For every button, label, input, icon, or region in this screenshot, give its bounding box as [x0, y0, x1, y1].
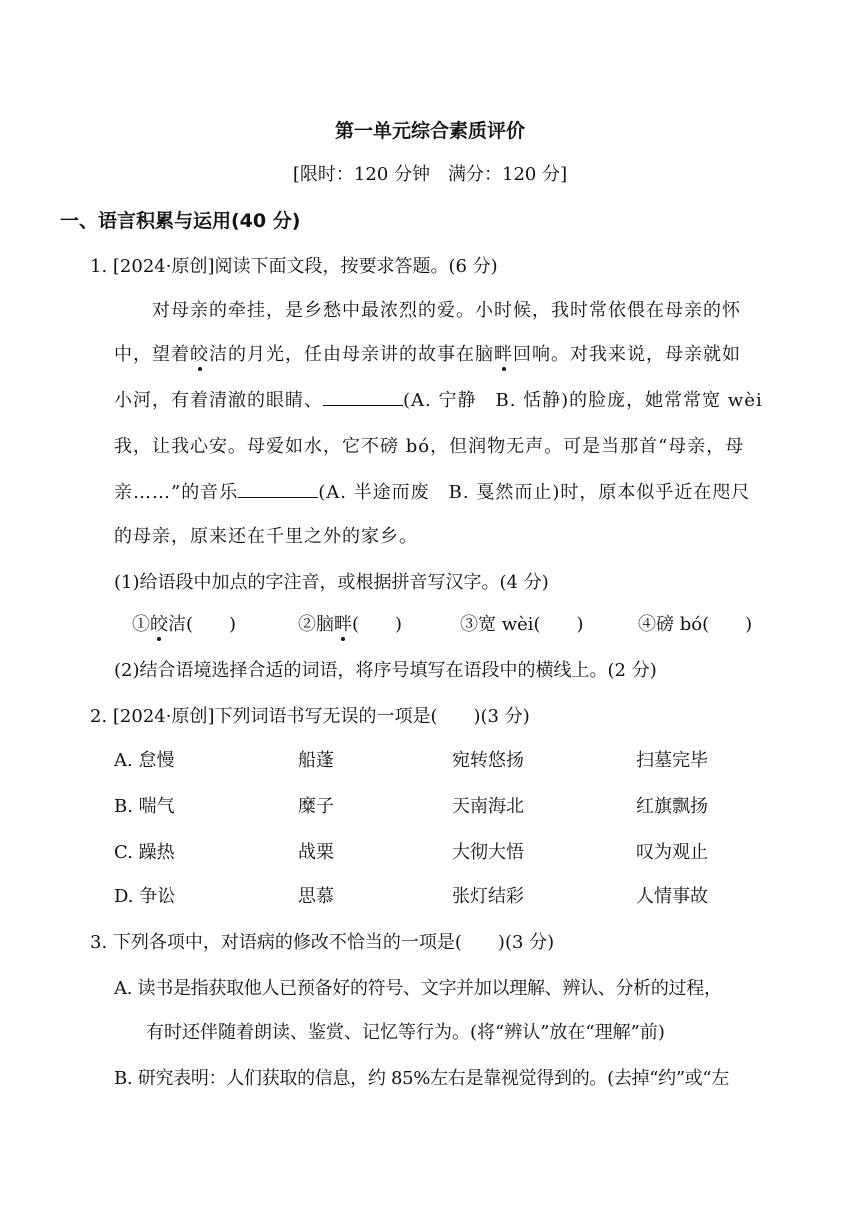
- passage-line-6: 的母亲，原来还在千里之外的家乡。: [114, 526, 418, 547]
- answer-blank-2[interactable]: [238, 479, 318, 498]
- option-d-word-3: 张灯结彩: [452, 886, 524, 907]
- option-d-word-4: 人情事故: [636, 886, 708, 907]
- option-b-word-1: B. 喘气: [114, 796, 175, 817]
- page-title: 第一单元综合素质评价: [334, 120, 525, 142]
- option-c-word-3: 大彻大悟: [452, 842, 524, 863]
- item-1: [132, 610, 236, 636]
- passage-text: 小河，有着清澈的眼睛、: [114, 390, 323, 411]
- dotted-char: 畔: [494, 344, 513, 365]
- option-d-word-1: D. 争讼: [114, 886, 176, 907]
- passage-line-1: 对母亲的牵挂，是乡愁中最浓烈的爱。小时候，我时常依偎在母亲的怀: [152, 300, 741, 321]
- dotted-char: 皎: [150, 614, 168, 635]
- dotted-char: 畔: [334, 614, 352, 635]
- option-a-word-2: 船蓬: [298, 750, 334, 771]
- item-3[interactable]: ③宽 wèi( ): [460, 614, 584, 635]
- question-1-part-2: (2)结合语境选择合适的词语，将序号填写在语段中的横线上。(2 分): [114, 660, 657, 681]
- item-4[interactable]: ④磅 bó( ): [638, 614, 753, 635]
- option-a-word-3: 宛转悠扬: [452, 750, 524, 771]
- passage-text: 亲……”的音乐: [114, 482, 239, 503]
- option-b-word-2: 糜子: [298, 796, 334, 817]
- option-a-line-2: 有时还伴随着朗读、鉴赏、记忆等行为。(将“辨认”放在“理解”前): [146, 1022, 665, 1043]
- answer-blank-1[interactable]: [323, 387, 403, 406]
- passage-text: 中，望着: [114, 344, 190, 365]
- answer-slot[interactable]: ( ): [352, 614, 403, 635]
- section-heading: 一、语言积累与运用(40 分): [60, 210, 301, 232]
- option-d-word-2: 思慕: [298, 886, 334, 907]
- passage-line-4: 我，让我心安。母爱如水，它不磅 bó，但润物无声。可是当那首“母亲，母: [114, 436, 745, 457]
- answer-slot[interactable]: 洁( ): [168, 614, 237, 635]
- item-number: ①: [132, 614, 150, 635]
- passage-text: 回响。对我来说，母亲就如: [513, 344, 741, 365]
- option-b-word-3: 天南海北: [452, 796, 524, 817]
- passage-line-2: [114, 340, 741, 366]
- option-a-line-1[interactable]: A. 读书是指获取他人已预备好的符号、文字并加以理解、辨认、分析的过程，: [114, 978, 722, 999]
- item-2: [298, 610, 402, 636]
- passage-text: (A. 宁静 B. 恬静)的脸庞，她常常宽 wèi: [403, 390, 763, 411]
- option-c-word-2: 战栗: [298, 842, 334, 863]
- option-a-word-4: 扫墓完毕: [636, 750, 708, 771]
- time-score-limit: [限时：120 分钟 满分：120 分]: [292, 164, 568, 185]
- question-1-part-1: (1)给语段中加点的字注音，或根据拼音写汉字。(4 分): [114, 572, 549, 593]
- item-text: ②脑: [298, 614, 334, 635]
- option-b-line-1[interactable]: B. 研究表明：人们获取的信息，约 85%左右是靠视觉得到的。(去掉“约”或“左: [114, 1068, 730, 1089]
- question-1-stem: 1. [2024·原创]阅读下面文段，按要求答题。(6 分): [90, 256, 498, 277]
- option-c-word-4: 叹为观止: [636, 842, 708, 863]
- question-3-stem: 3. 下列各项中，对语病的修改不恰当的一项是( )(3 分): [90, 932, 555, 953]
- passage-line-3: [114, 386, 763, 412]
- option-a-word-1: A. 怠慢: [114, 750, 175, 771]
- option-b-word-4: 红旗飘扬: [636, 796, 708, 817]
- passage-line-5: [114, 478, 750, 504]
- question-2-stem: 2. [2024·原创]下列词语书写无误的一项是( )(3 分): [90, 706, 530, 727]
- option-c-word-1: C. 躁热: [114, 842, 175, 863]
- dotted-char: 皎: [190, 344, 209, 365]
- passage-text: 洁的月光，任由母亲讲的故事在脑: [209, 344, 494, 365]
- passage-text: (A. 半途而废 B. 戛然而止)时，原本似乎近在咫尺: [318, 482, 751, 503]
